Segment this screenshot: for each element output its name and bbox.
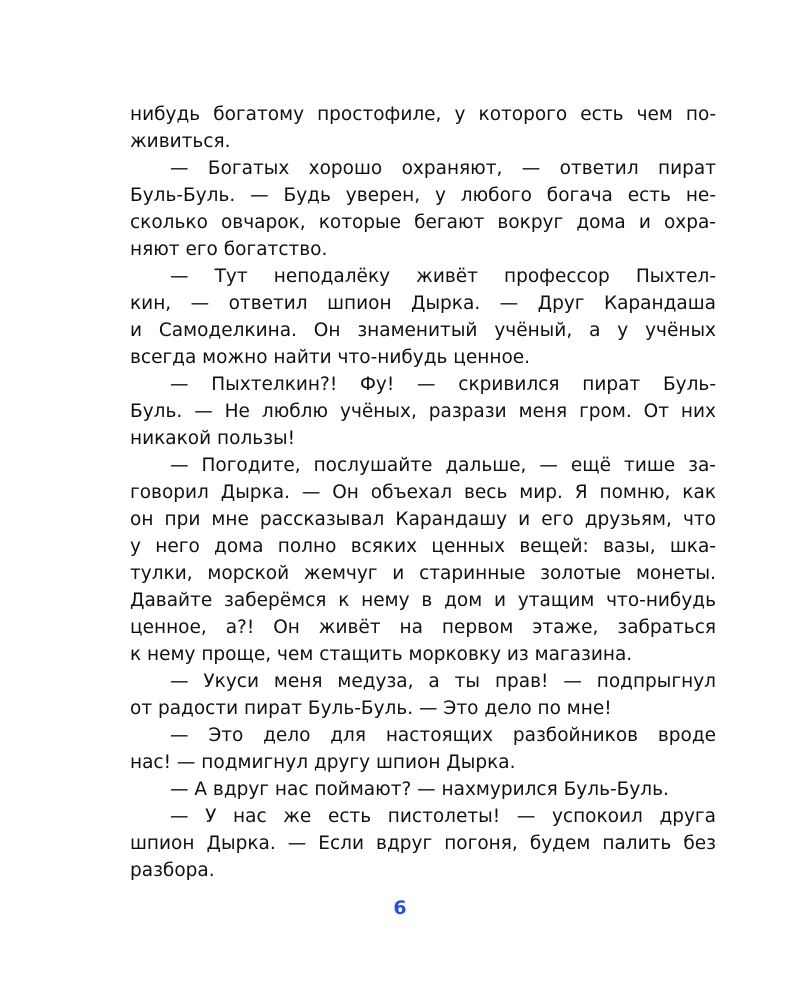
text-line: нибудь богатому простофиле, у которого есть чем по-: [130, 104, 716, 125]
text-line: от радости пират Буль-Буль. — Это дело по мне!: [130, 698, 612, 719]
text-line: он при мне рассказывал Карандашу и его друзьям, что: [130, 509, 716, 530]
text-line: Буль-Буль. — Будь уверен, у любого богача есть не-: [130, 185, 716, 206]
text-line: шпион Дырка. — Если вдруг погоня, будем палить без: [130, 833, 716, 854]
text-line: никакой пользы!: [130, 428, 296, 449]
body-text: [130, 101, 716, 884]
text-line: всегда можно найти что-нибудь ценное.: [130, 347, 531, 368]
text-line: Давайте заберёмся к нему в дом и утащим что-нибудь: [130, 590, 716, 611]
text-line: ценное, а?! Он живёт на первом этаже, забраться: [130, 617, 716, 638]
text-line: — А вдруг нас поймают? — нахмурился Буль-Буль.: [170, 779, 669, 800]
text-line: — Богатых хорошо охраняют, — ответил пират: [170, 158, 716, 179]
text-line: говорил Дырка. — Он объехал весь мир. Я помню, как: [130, 482, 716, 503]
text-line: живиться.: [130, 131, 231, 152]
text-line: — Погодите, послушайте дальше, — ещё тише за-: [170, 455, 716, 476]
text-line: у него дома полно всяких ценных вещей: вазы, шка-: [130, 536, 716, 557]
text-line: и Самоделкина. Он знаменитый учёный, а у учёных: [130, 320, 716, 341]
text-line: сколько овчарок, которые бегают вокруг дома и охра-: [130, 212, 716, 233]
text-line: — Укуси меня медуза, а ты прав! — подпрыгнул: [170, 671, 716, 692]
text-line: кин, — ответил шпион Дырка. — Друг Карандаша: [130, 293, 716, 314]
text-line: — Пыхтелкин?! Фу! — скривился пират Буль-: [170, 374, 716, 395]
text-line: — Это дело для настоящих разбойников вроде: [170, 725, 716, 746]
text-line: няют его богатство.: [130, 239, 328, 260]
text-line: нас! — подмигнул другу шпион Дырка.: [130, 752, 516, 773]
text-line: Буль. — Не люблю учёных, разрази меня гром. От них: [130, 401, 716, 422]
text-line: тулки, морской жемчуг и старинные золотые монеты.: [130, 563, 716, 584]
text-line: — У нас же есть пистолеты! — успокоил друга: [170, 806, 716, 827]
text-line: к нему проще, чем стащить морковку из магазина.: [130, 644, 633, 665]
text-line: разбора.: [130, 860, 215, 881]
text-line: — Тут неподалёку живёт профессор Пыхтел-: [170, 266, 716, 287]
page-number: 6: [393, 897, 407, 919]
